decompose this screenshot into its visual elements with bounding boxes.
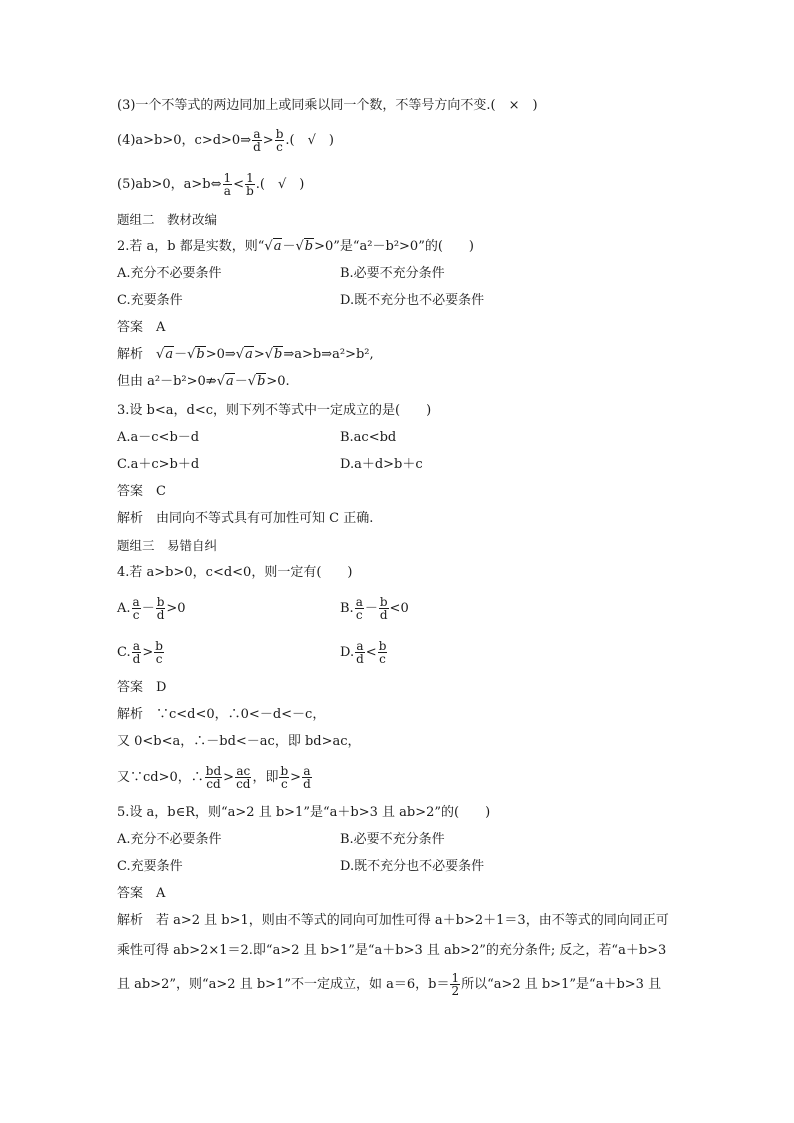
q5-option-b: B.必要不充分条件: [340, 832, 445, 847]
q5-analysis-line3: 且 ab>2”，则“a>2 且 b>1”不一定成立，如 a＝6，b＝ $\frac{1}{2}$ 所以“a>2 且 b>1”是“a＋b>3 且: [117, 971, 662, 998]
section-title-group2: 题组二 教材改编: [117, 212, 218, 227]
q4-option-c: C. $\frac{a}{d}$ > $\frac{b}{c}$: [117, 639, 163, 666]
q1-item-5: (5)ab>0，a>b⇔ $\frac{1}{a}$ < $\frac{1}{b}$ .( √ ): [117, 171, 305, 198]
q3-option-b: B.ac<bd: [340, 430, 397, 445]
fraction: $\frac{b}{c}$: [155, 639, 163, 666]
fraction: $\frac{1}{2}$: [451, 971, 460, 998]
q5-option-c: C.充要条件: [117, 859, 183, 874]
q2-stem: 2.若 a，b 都是实数，则“√a－√b>0”是“a²－b²>0”的( ): [117, 239, 474, 254]
q3-answer: 答案 C: [117, 484, 166, 499]
sqrt-icon: √: [156, 347, 165, 362]
q3-option-d: D.a＋d>b＋c: [340, 457, 423, 472]
fraction: $\frac{1}{a}$: [223, 171, 232, 198]
section-title-group3: 题组三 易错自纠: [117, 538, 218, 553]
sqrt-icon: √: [295, 239, 304, 254]
q3-stem: 3.设 b<a，d<c，则下列不等式中一定成立的是( ): [117, 403, 432, 418]
sqrt-icon: √: [235, 347, 245, 362]
q3-option-c: C.a＋c>b＋d: [117, 457, 200, 472]
q5-stem: 5.设 a，b∈R，则“a>2 且 b>1”是“a＋b>3 且 ab>2”的( ): [117, 805, 491, 820]
q5-option-a: A.充分不必要条件: [117, 832, 222, 847]
fraction: $\frac{a}{d}$: [303, 764, 311, 791]
q2-analysis-line1: 解析 √a－√b>0⇒√a>√b⇒a>b⇒a²>b²,: [117, 347, 374, 362]
fraction: $\frac{b}{c}$: [378, 639, 387, 666]
q2-analysis-line2: 但由 a²－b²>0⇏√a－√b>0.: [117, 374, 290, 389]
q2-option-b: B.必要不充分条件: [340, 266, 445, 281]
fraction: $\frac{ac}{cd}$: [236, 764, 251, 791]
fraction: $\frac{a}{d}$: [356, 639, 364, 666]
fraction: $\frac{a}{c}$: [132, 595, 140, 622]
q5-analysis-line2: 乘性可得 ab>2×1＝2.即“a>2 且 b>1”是“a＋b>3 且 ab>2”的充分条件; 反之，若“a＋b>3: [117, 943, 667, 958]
q4-analysis-line1: 解析 ∵c<d<0，∴0<－d<－c，: [117, 707, 326, 722]
sqrt-icon: √: [216, 374, 225, 389]
fraction: $\frac{b}{c}$: [280, 764, 289, 791]
fraction: $\frac{a}{d}$: [253, 127, 261, 154]
q4-analysis-line2: 又 0<b<a，∴－bd<－ac，即 bd>ac，: [117, 734, 361, 749]
sqrt-icon: √: [264, 239, 273, 254]
q1-item-4: (4)a>b>0，c>d>0⇒ $\frac{a}{d}$ > $\frac{b}{c}$ .( √ ): [117, 127, 334, 154]
q4-option-a: A. $\frac{a}{c}$ － $\frac{b}{d}$ >0: [117, 595, 186, 622]
q5-answer: 答案 A: [117, 886, 166, 901]
sqrt-icon: √: [247, 374, 257, 389]
q4-option-d: D. $\frac{a}{d}$ < $\frac{b}{c}$: [340, 639, 387, 666]
fraction: $\frac{1}{b}$: [246, 171, 254, 198]
q3-analysis: 解析 由同向不等式具有可加性可知 C 正确.: [117, 511, 374, 526]
fraction: $\frac{b}{d}$: [156, 595, 165, 622]
q1-item-3: (3)一个不等式的两边同加上或同乘以同一个数，不等号方向不变.( × ): [117, 98, 538, 113]
q5-analysis-line1: 解析 若 a>2 且 b>1，则由不等式的同向可加性可得 a＋b>2＋1＝3，由不等式的同向同正可: [117, 913, 669, 928]
q4-stem: 4.若 a>b>0，c<d<0，则一定有( ): [117, 565, 353, 580]
q3-option-a: A.a－c<b－d: [117, 430, 200, 445]
sqrt-icon: √: [264, 347, 274, 362]
q5-option-d: D.既不充分也不必要条件: [340, 859, 485, 874]
q2-option-c: C.充要条件: [117, 293, 183, 308]
fraction: $\frac{b}{c}$: [275, 127, 284, 154]
fraction: $\frac{bd}{cd}$: [205, 764, 222, 791]
fraction: $\frac{b}{d}$: [379, 595, 388, 622]
q2-option-d: D.既不充分也不必要条件: [340, 293, 485, 308]
q2-answer: 答案 A: [117, 320, 166, 335]
sqrt-icon: √: [187, 347, 196, 362]
q4-option-b: B. $\frac{a}{c}$ － $\frac{b}{d}$ <0: [340, 595, 409, 622]
fraction: $\frac{a}{d}$: [132, 639, 141, 666]
q2-option-a: A.充分不必要条件: [117, 266, 222, 281]
fraction: $\frac{a}{c}$: [355, 595, 363, 622]
q4-analysis-line3: 又∵cd>0，∴ $\frac{bd}{cd}$ > $\frac{ac}{cd}$ ，即 $\frac{b}{c}$ > $\frac{a}{d}$: [117, 764, 311, 791]
q4-answer: 答案 D: [117, 680, 167, 695]
